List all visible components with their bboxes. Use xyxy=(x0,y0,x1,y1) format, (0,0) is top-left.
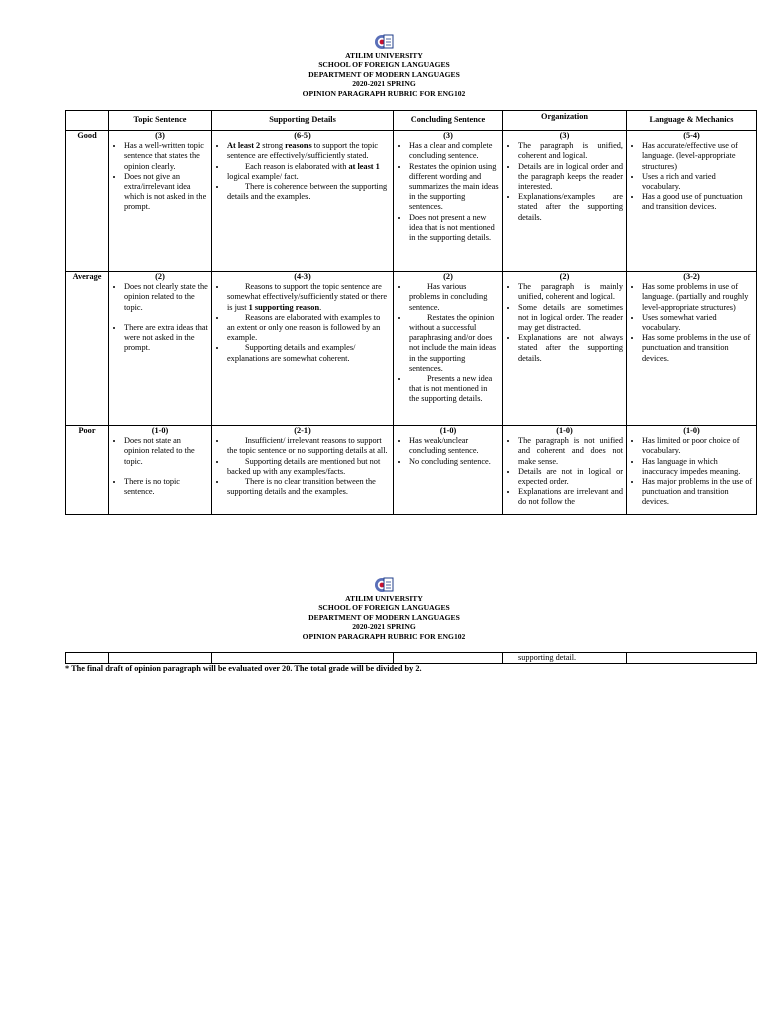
rubric-table xyxy=(65,110,757,515)
university-logo-icon xyxy=(373,33,395,50)
list-item: • Has some problems in use of language. (partially and roughly level-appropriate structures) xyxy=(642,282,753,313)
department-name: DEPARTMENT OF MODERN LANGUAGES xyxy=(308,69,460,79)
page-header-2 xyxy=(0,576,768,641)
cell-average-support xyxy=(212,272,394,426)
score: (3) xyxy=(443,131,453,140)
list-item: • There is coherence between the supporting details and the examples. xyxy=(227,182,390,202)
list-item: • Supporting details are mentioned but not backed up with any examples/facts. xyxy=(227,457,390,477)
cell-average-language xyxy=(627,272,757,426)
score: (5-4) xyxy=(683,131,700,140)
list-item: • Does not clearly state the opinion related to the topic. xyxy=(124,282,208,313)
page-header xyxy=(0,33,768,98)
school-name: SCHOOL OF FOREIGN LANGUAGES xyxy=(318,60,450,70)
cell-poor-organization xyxy=(503,426,627,515)
score: (1-0) xyxy=(556,426,573,435)
list-item: • At least 2 strong reasons to support the topic sentence are effectively/sufficiently stated. xyxy=(227,141,390,161)
list-item: • Presents a new idea that is not mentioned in the supporting details. xyxy=(409,374,499,405)
list-item: • Details are not in logical or expected order. xyxy=(518,467,623,487)
cell-good-language xyxy=(627,131,757,272)
score: (2) xyxy=(155,272,165,281)
rubric-title: OPINION PARAGRAPH RUBRIC FOR ENG102 xyxy=(302,631,466,641)
list-item: • Supporting details and examples/ explanations are somewhat coherent. xyxy=(227,343,390,363)
list-item: • Explanations are irrelevant and do not follow the xyxy=(518,487,623,507)
list-item: • Has a good use of punctuation and transition devices. xyxy=(642,192,753,212)
score: (2-1) xyxy=(294,426,311,435)
score: (4-3) xyxy=(294,272,311,281)
cell-good-support xyxy=(212,131,394,272)
list-item: • Reasons are elaborated with examples to an extent or only one reason is followed by an example. xyxy=(227,313,390,344)
term: 2020-2021 SPRING xyxy=(352,622,416,632)
list-item: • Does not give an extra/irrelevant idea which is not asked in the prompt. xyxy=(124,172,208,213)
cell-good-organization xyxy=(503,131,627,272)
row-poor xyxy=(66,426,757,515)
score: (2) xyxy=(559,272,570,281)
cell-average-concluding xyxy=(394,272,503,426)
cell-average-organization xyxy=(503,272,627,426)
list-item: • Has weak/unclear concluding sentence. xyxy=(409,436,499,456)
row-average xyxy=(66,272,757,426)
list-item: • Has language in which inaccuracy impedes meaning. xyxy=(642,457,753,477)
score: (3) xyxy=(559,131,570,140)
row-good xyxy=(66,131,757,272)
list-item: • Does not state an opinion related to the topic. xyxy=(124,436,208,467)
list-item: • Each reason is elaborated with at least 1 logical example/ fact. xyxy=(227,162,390,182)
cell-poor-topic xyxy=(109,426,212,515)
list-item: • There is no topic sentence. xyxy=(124,477,208,497)
cell-poor-language xyxy=(627,426,757,515)
score: (6-5) xyxy=(294,131,311,140)
list-item: • Has various problems in concluding sentence. xyxy=(409,282,499,313)
list-item: • The paragraph is not unified and coherent and does not make sense. xyxy=(518,436,623,467)
continuation-row xyxy=(66,653,757,664)
list-item: • Explanations/examples are stated after the supporting details. xyxy=(518,192,623,223)
row-label-average: Average xyxy=(66,272,109,426)
row-label-good: Good xyxy=(66,131,109,272)
score: (2) xyxy=(443,272,453,281)
term: 2020-2021 SPRING xyxy=(352,79,416,89)
list-item: • Has accurate/effective use of language. (level-appropriate structures) xyxy=(642,141,753,172)
rubric-continuation-table xyxy=(65,652,757,664)
school-name: SCHOOL OF FOREIGN LANGUAGES xyxy=(318,603,450,613)
score: (1-0) xyxy=(439,426,457,435)
score: (3-2) xyxy=(683,272,700,281)
university-logo-icon xyxy=(373,576,395,593)
list-item: • Details are in logical order and the paragraph keeps the reader interested. xyxy=(518,162,623,193)
row-label-poor: Poor xyxy=(66,426,109,515)
col-supporting-details: Supporting Details xyxy=(212,111,394,131)
cell-average-topic xyxy=(109,272,212,426)
rubric-title: OPINION PARAGRAPH RUBRIC FOR ENG102 xyxy=(302,88,466,98)
department-name: DEPARTMENT OF MODERN LANGUAGES xyxy=(308,612,460,622)
cell-poor-concluding xyxy=(394,426,503,515)
list-item: • Has major problems in the use of punctuation and transition devices. xyxy=(642,477,753,508)
corner-cell xyxy=(66,111,109,131)
cell-poor-support xyxy=(212,426,394,515)
list-item: • Has a well-written topic sentence that states the opinion clearly. xyxy=(124,141,208,172)
list-item: • The paragraph is unified, coherent and logical. xyxy=(518,141,623,161)
cell-good-topic xyxy=(109,131,212,272)
organization-continuation: supporting detail. xyxy=(503,653,627,664)
list-item: • Restates the opinion without a successful paraphrasing and/or does not include the main ideas in the supporting sentences. xyxy=(409,313,499,374)
score: (3) xyxy=(155,131,165,140)
list-item: • There is no clear transition between the supporting details and the examples. xyxy=(227,477,390,497)
list-item: • There are extra ideas that were not asked in the prompt. xyxy=(124,323,208,354)
list-item: • Reasons to support the topic sentence are somewhat effectively/sufficiently stated or there is just 1 supporting reason. xyxy=(227,282,390,313)
score: (1-0) xyxy=(683,426,700,435)
list-item: • Some details are sometimes not in logical order. The reader may get distracted. xyxy=(518,303,623,334)
list-item: • Restates the opinion using different wording and summarizes the main ideas in the supporting sentences. xyxy=(409,162,499,213)
list-item: • Uses a rich and varied vocabulary. xyxy=(642,172,753,192)
col-language-mechanics: Language & Mechanics xyxy=(627,111,757,131)
cell-good-concluding xyxy=(394,131,503,272)
list-item: • Has some problems in the use of punctuation and transition devices. xyxy=(642,333,753,364)
score: (1-0) xyxy=(151,426,169,435)
col-topic-sentence: Topic Sentence xyxy=(109,111,212,131)
header-row xyxy=(66,111,757,131)
list-item: • No concluding sentence. xyxy=(409,457,499,467)
list-item: • Has a clear and complete concluding sentence. xyxy=(409,141,499,161)
university-name: ATILIM UNIVERSITY xyxy=(345,51,423,60)
list-item: • Does not present a new idea that is not mentioned in the supporting details. xyxy=(409,213,499,244)
grading-footnote: * The final draft of opinion paragraph will be evaluated over 20. The total grade will be divided by 2. xyxy=(65,664,422,673)
list-item: • Has limited or poor choice of vocabulary. xyxy=(642,436,753,456)
list-item: • Insufficient/ irrelevant reasons to support the topic sentence or no supporting details at all. xyxy=(227,436,390,456)
list-item: • Explanations are not always stated after the supporting details. xyxy=(518,333,623,364)
list-item: • The paragraph is mainly unified, coherent and logical. xyxy=(518,282,623,302)
university-name: ATILIM UNIVERSITY xyxy=(345,594,423,603)
col-concluding-sentence: Concluding Sentence xyxy=(394,111,503,131)
col-organization: Organization xyxy=(503,111,627,131)
list-item: • Uses somewhat varied vocabulary. xyxy=(642,313,753,333)
